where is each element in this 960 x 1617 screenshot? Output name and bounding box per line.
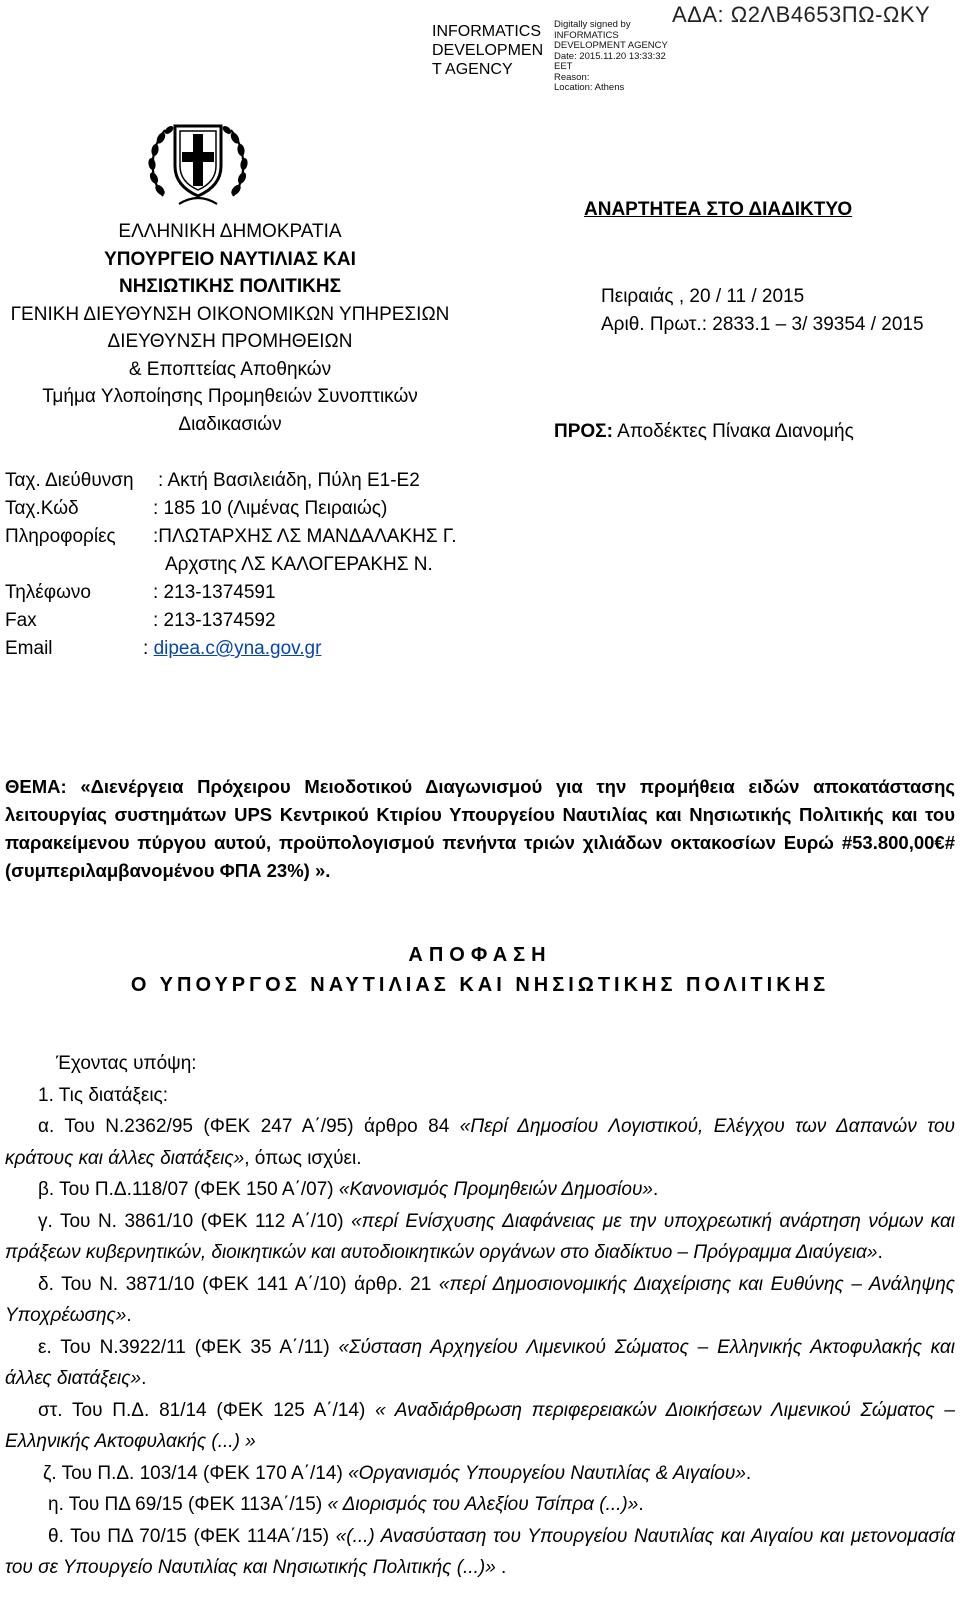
recipients-value: Αποδέκτες Πίνακα Διανομής — [617, 421, 854, 442]
contact-label: Ταχ. Διεύθυνση — [5, 470, 134, 491]
reference-title: « Αναδιάρθρωση περιφερειακών Διοικήσεων Λιμενικού Σώματος – Ελληνικής Ακτοφυλακής (...) » — [5, 1399, 955, 1452]
issuing-authority — [0, 218, 460, 438]
contact-label: Email — [5, 638, 53, 659]
reference-title: «περί Ενίσχυσης Διαφάνειας με την υποχρεωτική ανάρτηση νόμων και πράξεων κυβερνητικών, διοικητικών και αυτοδιοικητικών οργάνων στο διαδίκτυο – Πρόγραμμα Διαύγεια» — [5, 1210, 956, 1263]
reference-text: γ. Του Ν. 3861/10 (ΦΕΚ 112 Α΄/10) — [38, 1210, 352, 1232]
reference-title: «περί Δημοσιονομικής Διαχείρισης και Ευθύνης – Ανάληψης Υποχρέωσης» — [5, 1273, 956, 1326]
reference-suffix: . — [141, 1368, 147, 1389]
place-date: Πειραιάς , 20 / 11 / 2015 — [601, 286, 805, 307]
authority-line: ΔΙΕΥΘΥΝΣΗ ΠΡΟΜΗΘΕΙΩΝ — [107, 331, 353, 352]
signature-line: Location: Athens — [554, 82, 625, 93]
greek-coat-of-arms-icon — [145, 116, 251, 208]
reference-suffix: . — [126, 1305, 132, 1326]
contact-value: : 213-1374592 — [153, 610, 276, 631]
contact-label: Fax — [5, 610, 37, 631]
reference-text: α. Του Ν.2362/95 (ΦΕΚ 247 Α΄/95) άρθρο 84 — [38, 1116, 460, 1137]
authority-line: ΝΗΣΙΩΤΙΚΗΣ ΠΟΛΙΤΙΚΗΣ — [118, 276, 342, 297]
authority-line: & Εποπτείας Αποθηκών — [128, 358, 332, 380]
decision-heading — [0, 940, 960, 1000]
reference-text: θ. Του ΠΔ 70/15 (ΦΕΚ 114Α΄/15) — [48, 1525, 336, 1547]
signature-line: EET — [554, 61, 573, 72]
contact-value — [143, 635, 321, 663]
reference-suffix: . — [495, 1557, 507, 1578]
considering-line: Έχοντας υπόψη: — [56, 1053, 197, 1074]
signature-line: DEVELOPMENT AGENCY — [554, 40, 668, 51]
recipients — [554, 421, 854, 443]
signer-name: INFORMATICS DEVELOPMEN T AGENCY — [432, 23, 544, 78]
reference-suffix: . — [745, 1462, 752, 1484]
recipients-label: ΠΡΟΣ: — [554, 421, 613, 442]
reference-suffix: . — [652, 1179, 659, 1200]
post-online-notice: ΑΝΑΡΤΗΤΕΑ ΣΤΟ ΔΙΑΔΙΚΤΥΟ — [584, 199, 853, 220]
reference-text: δ. Του Ν. 3871/10 (ΦΕΚ 141 Α΄/10) άρθρ. 21 — [38, 1273, 439, 1295]
section-heading: 1. Τις διατάξεις: — [38, 1084, 168, 1106]
contact-value: : Ακτή Βασιλειάδη, Πύλη Ε1-Ε2 — [158, 470, 420, 491]
reference-title: «Σύσταση Αρχηγείου Λιμενικού Σώματος – Ελληνικής Ακτοφυλακής και άλλες διατάξεις» — [5, 1336, 955, 1389]
contact-label: Πληροφορίες — [5, 526, 116, 547]
reference-title: «Κανονισμός Προμηθειών Δημοσίου» — [338, 1179, 653, 1200]
signature-line: Reason: — [554, 71, 590, 83]
contact-label: Ταχ.Κώδ — [5, 498, 79, 519]
legal-reference — [5, 1111, 955, 1174]
email-link[interactable]: dipea.c@yna.gov.gr — [153, 638, 322, 659]
reference-title: «(...) Ανασύσταση του Υπουργείου Ναυτιλίας και Αιγαίου και μετονομασία του σε Υπουργείο Ναυτιλίας και Νησιωτικής Πολιτικής (...)» — [5, 1525, 955, 1578]
reference-text: η. Του ΠΔ 69/15 (ΦΕΚ 113Α΄/15) — [48, 1494, 328, 1515]
legal-reference — [5, 1206, 955, 1269]
signature-line: INFORMATICS — [554, 29, 619, 41]
contact-value: : 213-1374591 — [153, 582, 276, 603]
reference-text: στ. Του Π.Δ. 81/14 (ΦΕΚ 125 Α΄/14) — [38, 1399, 376, 1421]
legal-reference — [5, 1174, 955, 1206]
reference-suffix: . — [638, 1494, 644, 1515]
reference-text: ζ. Του Π.Δ. 103/14 (ΦΕΚ 170 Α΄/14) — [43, 1462, 349, 1484]
signature-line: Date: 2015.11.20 13:33:32 — [554, 50, 666, 62]
legal-reference — [5, 1458, 955, 1490]
contact-value: Αρχστης ΛΣ ΚΑΛΟΓΕΡΑΚΗΣ Ν. — [165, 554, 433, 575]
legal-reference — [5, 1269, 955, 1332]
decision-subtitle: Ο ΥΠΟΥΡΓΟΣ ΝΑΥΤΙΛΙΑΣ ΚΑΙ ΝΗΣΙΩΤΙΚΗΣ ΠΟΛΙΤΙΚΗΣ — [130, 974, 830, 996]
reference-suffix: . — [877, 1242, 883, 1263]
reference-title: «Οργανισμός Υπουργείου Ναυτιλίας & Αιγαίου» — [348, 1462, 746, 1484]
decision-title: ΑΠΟΦΑΣΗ — [408, 944, 552, 966]
legal-reference — [5, 1395, 955, 1458]
contact-value: : 185 10 (Λιμένας Πειραιώς) — [153, 498, 388, 519]
signature-line: Digitally signed by — [554, 19, 631, 30]
ada-code: ΑΔΑ: Ω2ΛΒ4653ΠΩ-ΩΚΥ — [672, 2, 931, 27]
email-prefix: : — [143, 638, 154, 659]
legal-reference — [5, 1489, 955, 1521]
protocol-number: Αριθ. Πρωτ.: 2833.1 – 3/ 39354 / 2015 — [601, 313, 924, 335]
authority-line: Διαδικασιών — [178, 413, 282, 435]
contact-value: :ΠΛΩΤΑΡΧΗΣ ΛΣ ΜΑΝΔΑΛΑΚΗΣ Γ. — [153, 526, 457, 547]
subject-text: ΘΕΜΑ: «Διενέργεια Πρόχειρου Μειοδοτικού Διαγωνισμού για την προμήθεια ειδών αποκατάστασης λειτουργίας συστημάτων UPS Κεντρικού Κτιρίου Υπουργείου Ναυτιλίας και Νησιωτικής Πολιτικής και του παρακείμενου πύργου αυτού, προϋπολογισμού πενήντα τριών χιλιάδων οκτακοσίων Ευρώ #53.800,00€# (συμπεριλαμβανομένου ΦΠΑ 23%) ». — [5, 776, 955, 881]
authority-line: ΓΕΝΙΚΗ ΔΙΕΥΘΥΝΣΗ ΟΙΚΟΝΟΜΙΚΩΝ ΥΠΗΡΕΣΙΩΝ — [10, 303, 450, 325]
document-body — [5, 1048, 955, 1584]
authority-line: ΥΠΟΥΡΓΕΙΟ ΝΑΥΤΙΛΙΑΣ ΚΑΙ — [104, 248, 356, 270]
authority-line: ΕΛΛΗΝΙΚΗ ΔΗΜΟΚΡΑΤΙΑ — [118, 221, 342, 242]
authority-line: Τμήμα Υλοποίησης Προμηθειών Συνοπτικών — [42, 386, 418, 407]
place-and-protocol — [601, 283, 924, 338]
legal-reference — [5, 1521, 955, 1584]
contact-label: Τηλέφωνο — [5, 582, 91, 603]
reference-title: «Περί Δημοσίου Λογιστικού, Ελέγχου των Δαπανών του κράτους και άλλες διατάξεις» — [5, 1116, 955, 1169]
reference-text: β. Του Π.Δ.118/07 (ΦΕΚ 150 Α΄/07) — [38, 1179, 339, 1200]
legal-reference — [5, 1332, 955, 1395]
reference-title: « Διορισμός του Αλεξίου Τσίπρα (...)» — [327, 1494, 639, 1515]
digital-signature-details — [554, 20, 668, 94]
reference-text: ε. Του Ν.3922/11 (ΦΕΚ 35 Α΄/11) — [38, 1336, 339, 1358]
reference-suffix: , όπως ισχύει. — [244, 1147, 362, 1169]
